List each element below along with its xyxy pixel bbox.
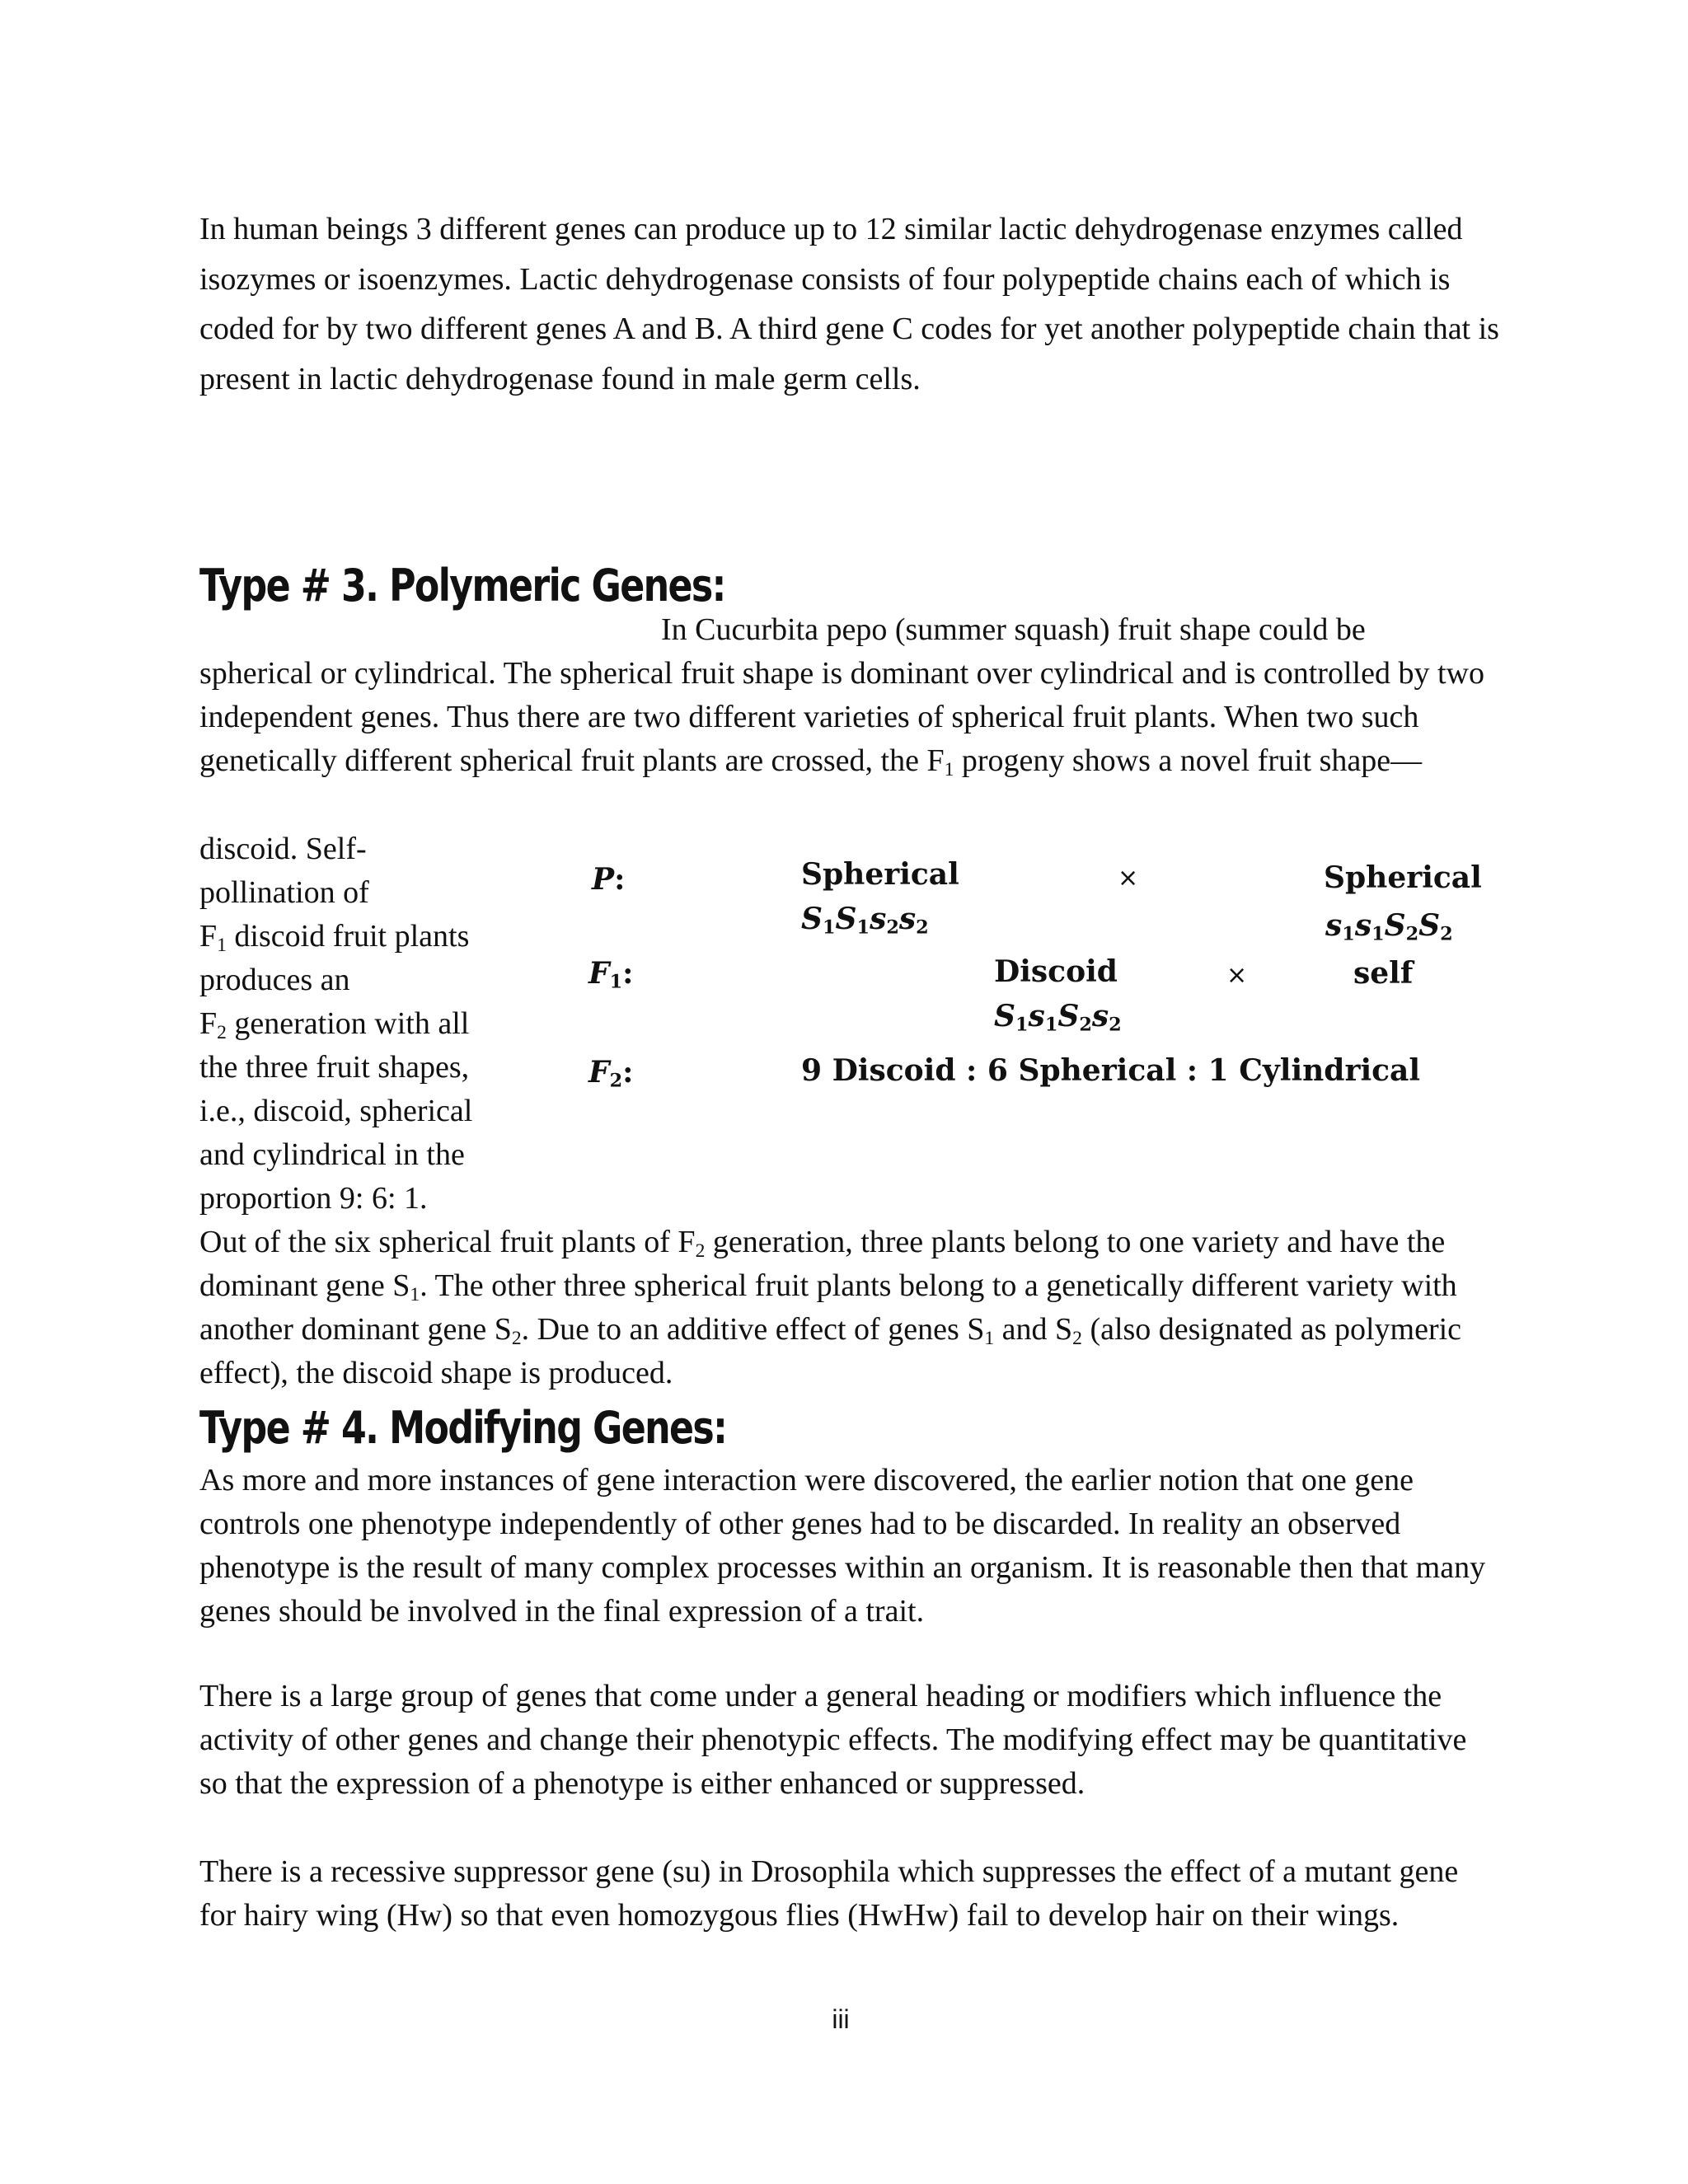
text: and S xyxy=(994,1312,1073,1347)
section-3-paragraph-2 xyxy=(199,1221,1485,1395)
section-3-paragraph-1 xyxy=(199,608,1485,783)
parent-1-phenotype: Spherical xyxy=(801,857,959,892)
section-4-heading: Type # 4. Modifying Genes: xyxy=(199,1402,727,1454)
subscript: 2 xyxy=(1072,1327,1082,1349)
narrow-line: pollination of xyxy=(199,875,369,910)
narrow-line xyxy=(199,915,513,958)
section-4-paragraph-3: There is a recessive suppressor gene (su) in Drosophila which suppresses the effect of a mutant gene for hairy wing (Hw) so that even homozygous flies (HwHw) fail to develop hair on their wings. xyxy=(199,1854,1459,1933)
f2-generation-label: $F_2$: xyxy=(588,1055,634,1092)
cross-symbol: × xyxy=(1118,864,1139,893)
subscript: 2 xyxy=(217,1021,227,1043)
section-4-paragraph-2: There is a large group of genes that come under a general heading or modifiers which influence the activity of other genes and change their phenotypic effects. The modifying effect may be quantitative so that the expression of a phenotype is either enhanced or suppressed. xyxy=(199,1679,1467,1801)
narrow-line: i.e., discoid, spherical xyxy=(199,1094,473,1128)
text: discoid fruit plants xyxy=(226,919,470,954)
f1-phenotype: Discoid xyxy=(994,954,1118,989)
text: F xyxy=(199,1006,218,1041)
narrow-line: produces an xyxy=(199,963,350,997)
subscript: 1 xyxy=(217,934,227,956)
intro-paragraph: In human beings 3 different genes can produce up to 12 similar lactic dehydrogenase enzymes called isozymes or isoenzymes. Lactic dehydrogenase consists of four polypeptide chains each of which is coded for by two different genes A and B. A third gene C codes for yet another polypeptide chain that is present in lactic dehydrogenase found in male germ cells. xyxy=(199,212,1499,396)
self-label: self xyxy=(1353,956,1414,991)
subscript: 2 xyxy=(511,1327,522,1349)
subscript: 1 xyxy=(984,1327,995,1349)
subscript: 1 xyxy=(944,758,954,780)
parent-2-phenotype: Spherical xyxy=(1324,860,1482,895)
parent-2-genotype: $s_1s_1S_2S_2$ xyxy=(1325,908,1453,945)
narrow-line: and cylindrical in the xyxy=(199,1137,465,1172)
text: generation, three plants belong to one variety and have the dominant gene S xyxy=(199,1225,1446,1303)
narrow-line xyxy=(199,1002,513,1046)
section-3-text-b: progeny shows a novel fruit shape— xyxy=(954,743,1423,778)
section-3-indented-line: In Cucurbita pepo (summer squash) fruit shape could be xyxy=(661,612,1366,647)
f1-genotype: $S_1s_1S_2s_2$ xyxy=(994,999,1122,1036)
cross-symbol: × xyxy=(1226,961,1248,990)
text: F xyxy=(199,919,218,954)
narrow-text-column xyxy=(199,827,513,1221)
f2-ratio: 9 Discoid : 6 Spherical : 1 Cylindrical xyxy=(801,1053,1421,1088)
page-number: iii xyxy=(832,2004,850,2034)
subscript: 2 xyxy=(695,1240,706,1262)
text: . The other three spherical fruit plants belong to a genetically different variety with another dominant gene S xyxy=(199,1268,1457,1347)
narrow-line: proportion 9: 6: 1. xyxy=(199,1181,428,1216)
text: . Due to an additive effect of genes S xyxy=(521,1312,985,1347)
section-3-heading: Type # 3. Polymeric Genes: xyxy=(199,560,725,612)
text: (also designated as polymeric effect), the discoid shape is produced. xyxy=(199,1312,1462,1390)
f1-generation-label: $F_1$: xyxy=(588,956,634,993)
section-4-paragraph-1: As more and more instances of gene interaction were discovered, the earlier notion that one gene controls one phenotype independently of other genes had to be discarded. In reality an observed phenotype is the result of many complex processes within an organism. It is reasonable then that many genes should be involved in the final expression of a trait. xyxy=(199,1463,1486,1629)
text: generation with all xyxy=(226,1006,470,1041)
parent-1-genotype: $S_1S_1s_2s_2$ xyxy=(801,902,929,939)
p-generation-label: P: xyxy=(592,862,626,897)
text: Out of the six spherical fruit plants of F xyxy=(199,1225,696,1259)
section-3-text-a: spherical or cylindrical. The spherical fruit shape is dominant over cylindrical and is controlled by two independent genes. Thus there are two different varieties of spherical fruit plants. When two such genetically different spherical fruit plants are crossed, the F xyxy=(199,656,1484,778)
narrow-line: discoid. Self- xyxy=(199,832,367,866)
narrow-line: the three fruit shapes, xyxy=(199,1050,470,1085)
subscript: 1 xyxy=(410,1283,420,1305)
